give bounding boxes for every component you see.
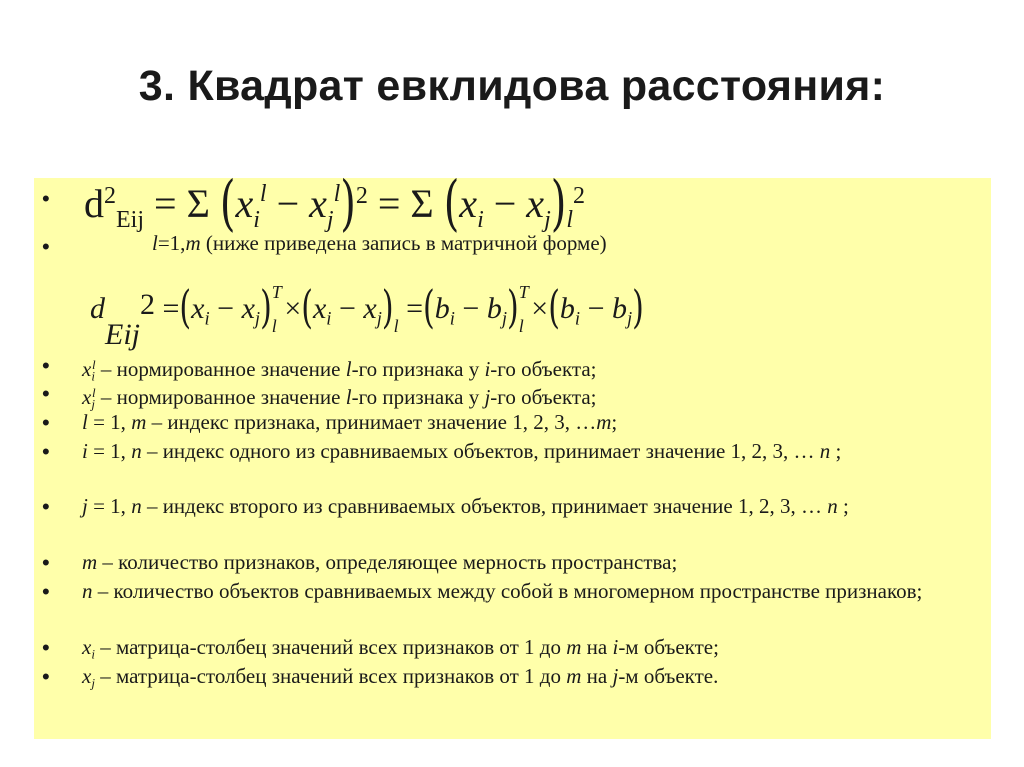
bullet: •	[42, 550, 50, 575]
definition-l-index: l = 1, m – индекс признака, принимает значение 1, 2, 3, …m;	[82, 410, 618, 434]
formula-euclid-sum: $d^2_{Eij} = \Sigma$ (xil − xjl)$^2$ = Σ $(x_i - x_j)l2$	[84, 169, 586, 239]
bullet: •	[42, 439, 50, 464]
definition-n: n – количество объектов сравниваемых между собой в многомерном пространстве признаков;	[82, 579, 923, 603]
formula-matrix-form: dEij2 $=(x_i - x_j)Tl \times(x_i - x_j)_l =(b_i - b_j)Tl \times(b_i - b_j)$	[90, 282, 644, 351]
bullet: •	[42, 410, 50, 435]
bullet: •	[42, 186, 50, 211]
slide-title: 3. Квадрат евклидова расстояния:	[138, 62, 886, 110]
bullet: •	[42, 635, 50, 660]
bullet: •	[42, 494, 50, 519]
bullet: •	[42, 664, 50, 689]
definition-xil: $x_i^l$ – нормированное значение l-го признака у i-го объекта;	[82, 357, 597, 384]
definition-m: m – количество признаков, определяющее мерность пространства;	[82, 550, 678, 574]
bullet: •	[42, 234, 50, 259]
definition-i-index: i = 1, n – индекс одного из сравниваемых объектов, принимает значение 1, 2, 3, … n ;	[82, 439, 842, 463]
definition-j-index: j = 1, n – индекс второго из сравниваемых объектов, принимает значение 1, 2, 3, … n ;	[82, 494, 849, 518]
definition-xjl: $x_j^l$ – нормированное значение l-го признака у j-го объекта;	[82, 385, 597, 412]
index-range-note: l=1,m (ниже приведена запись в матричной форме)	[152, 231, 607, 255]
bullet: •	[42, 353, 50, 378]
definition-xj-matrix: $x_j$ – матрица-столбец значений всех признаков от 1 до m на j-м объекте.	[82, 664, 719, 691]
bullet: •	[42, 579, 50, 604]
definition-xi-matrix: $x_i$ – матрица-столбец значений всех признаков от 1 до m на i-м объекте;	[82, 635, 719, 662]
bullet: •	[42, 381, 50, 406]
